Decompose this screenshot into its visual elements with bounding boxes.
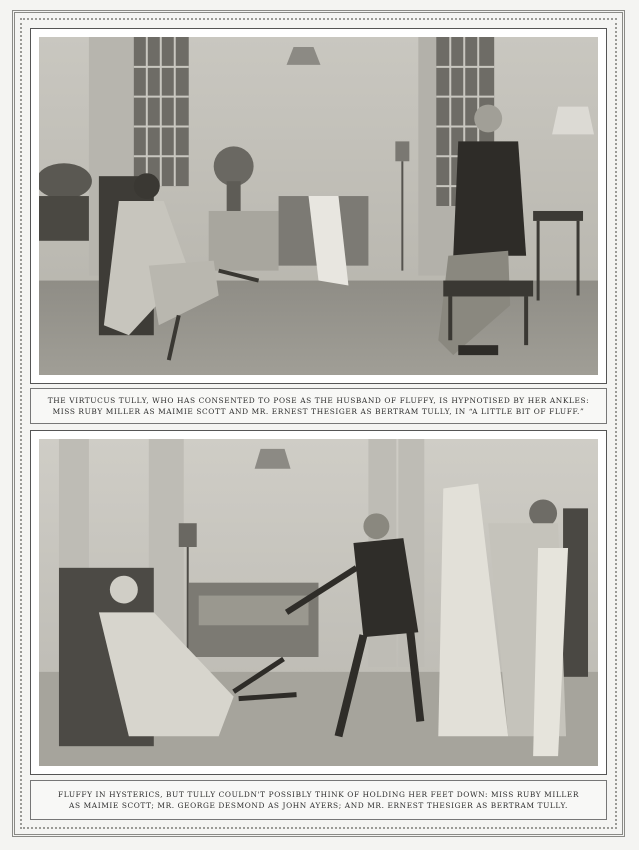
figure-man-dressing xyxy=(438,484,568,757)
photo-bottom-image xyxy=(39,439,598,766)
flower-vase xyxy=(214,146,254,186)
caption-bottom xyxy=(30,780,607,820)
chandelier xyxy=(255,449,291,469)
caption-top-line-1: THE VIRTUCUS TULLY, WHO HAS CONSENTED TO POSE AS THE HUSBAND OF FLUFFY, IS HYPNOTISED BY HER ANKLES: xyxy=(47,396,590,405)
lamp xyxy=(179,523,197,547)
table-lamp xyxy=(552,107,594,135)
caption-bottom-line-1: FLUFFY IN HYSTERICS, BUT TULLY COULDN'T POSSIBLY THINK OF HOLDING HER FEET DOWN: MISS RUBY MILLER xyxy=(57,790,580,799)
caption-top-line-2: MISS RUBY MILLER AS MAIMIE SCOTT AND MR. ERNEST THESIGER AS BERTRAM TULLY, IN “A LITTLE BIT OF FLUFF.” xyxy=(52,407,585,416)
caption-bottom-line-2: AS MAIMIE SCOTT; MR. GEORGE DESMOND AS JOHN AYERS; AND MR. ERNEST THESIGER AS BERTRAM TULLY. xyxy=(69,801,568,810)
floor-lamp xyxy=(395,141,409,161)
cabinet xyxy=(563,508,588,676)
photo-bottom xyxy=(30,430,607,775)
side-table xyxy=(533,211,583,221)
caption-top xyxy=(30,388,607,424)
photo-top xyxy=(30,28,607,384)
photo-top-image xyxy=(39,37,598,375)
table xyxy=(209,211,279,271)
